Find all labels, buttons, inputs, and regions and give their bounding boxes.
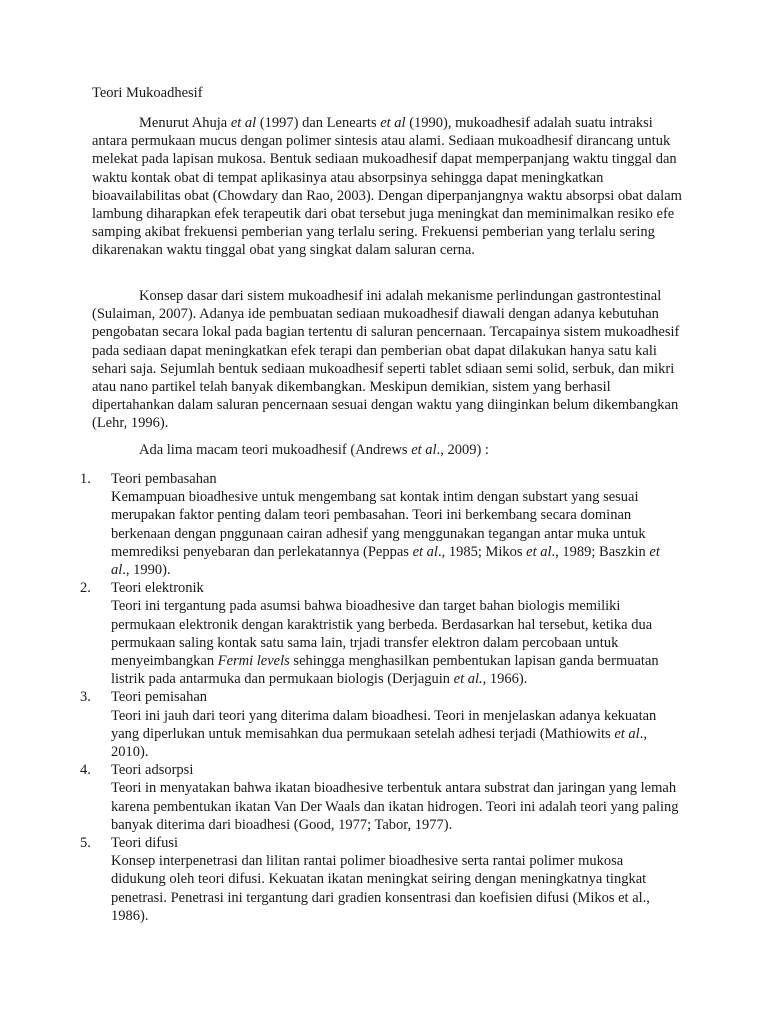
- paragraph-concept: Konsep dasar dari sistem mukoadhesif ini adalah mekanisme perlindungan gastrontestinal (Sulaiman, 2007). Adanya ide pembuatan sediaan mukoadhesif diawali dengan adanya kebutuhan pengobatan secara lokal pada bagian tertentu di saluran pencernaan. Tercapainya sistem mukoadhesif pada sediaan dapat meningkatkan efek terapi dan pemberian obat dapat dilakukan hanya satu kali sehari saja. Sejumlah bentuk sediaan mukoadhesif seperti tablet sdiaan semi solid, serbuk, dan mikri atau nano partikel telah banyak dikembangkan. Meskipun demikian, sistem yang berhasil dipertahankan dalam saluran pencernaan sesuai dengan waktu yang diinginkan belum dikembangkan (Lehr, 1996).: [92, 288, 680, 432]
- italic-text: Fermi levels: [217, 653, 290, 670]
- list-number: 4.: [80, 762, 91, 779]
- list-item: [80, 761, 680, 834]
- italic-text: et al: [111, 543, 660, 579]
- document-title: Teori Mukoadhesif: [92, 85, 203, 101]
- list-item-title: Teori pemisahan: [111, 689, 208, 706]
- list-item-body: Teori ini tergantung pada asumsi bahwa bioadhesive dan target bahan biologis memiliki permukaan elektronik dengan karaktristik yang berbeda. Berdasarkan hal tersebut, ketika dua permukaan saling kontak satu sama lain, trjadi transfer elektron dalam percobaan untuk menyeimbangkan Fermi levels sehingga menghasilkan pembentukan lapisan ganda bermuatan listrik pada antarmuka dan permukaan biologis (Derjaguin et al., 1966).: [111, 598, 659, 688]
- list-item: [80, 579, 680, 688]
- italic-text: et al: [411, 442, 437, 458]
- italic-text: et al.,: [453, 671, 487, 688]
- list-item: [80, 688, 680, 761]
- list-number: 2.: [80, 580, 91, 597]
- list-item: [80, 834, 680, 925]
- list-item: [80, 470, 680, 579]
- list-number: 3.: [80, 689, 91, 706]
- italic-text: et al: [230, 115, 257, 131]
- italic-text: et al: [526, 543, 552, 560]
- list-number: 5.: [80, 835, 91, 852]
- list-item-body: Teori in menyatakan bahwa ikatan bioadhesive terbentuk antara substrat dan jaringan yang lemah karena pembentukan ikatan Van Der Waals dan ikatan hidrogen. Teori ini adalah teori yang paling banyak diterima dari bioadhesi (Good, 1977; Tabor, 1977).: [111, 780, 679, 833]
- list-item-body: Teori ini jauh dari teori yang diterima dalam bioadhesi. Teori in menjelaskan adanya kekuatan yang diperlukan untuk memisahkan dua permukaan setelah adhesi terjadi (Mathiowits et al., 2010).: [111, 707, 657, 761]
- list-item-title: Teori pembasahan: [111, 471, 217, 487]
- theory-list: [80, 470, 680, 925]
- italic-text: et al: [614, 725, 640, 742]
- list-item-title: Teori elektronik: [111, 580, 204, 597]
- list-number: 1.: [80, 471, 91, 487]
- italic-text: et al: [412, 543, 438, 560]
- list-item-title: Teori adsorpsi: [111, 762, 194, 779]
- list-item-title: Teori difusi: [111, 835, 179, 852]
- paragraph-intro-theories: Ada lima macam teori mukoadhesif (Andrews et al., 2009) :: [139, 442, 489, 458]
- italic-text: et al: [380, 115, 406, 131]
- paragraph-definition: Menurut Ahuja et al (1997) dan Lenearts et al (1990), mukoadhesif adalah suatu intraksi antara permukaan mucus dengan polimer sintesis atau alami. Sediaan mukoadhesif dirancang untuk melekat pada lapisan mukosa. Bentuk sediaan mukoadhesif dapat memperpanjang waktu tinggal dan waktu kontak obat di tempat aplikasinya atau absorpsinya sehingga dapat meningkatkan bioavailabilitas obat (Chowdary dan Rao, 2003). Dengan diperpanjangnya waktu absorpsi obat dalam lambung diharapkan efek terapeutik dari obat tersebut juga meningkat dan meminimalkan resiko efe samping akibat frekuensi pemberian yang terlalu sering. Frekuensi pemberian yang terlalu sering dikarenakan waktu tinggal obat yang singkat dalam saluran cerna.: [92, 115, 682, 259]
- list-item-body: Kemampuan bioadhesive untuk mengembang sat kontak intim dengan substart yang sesuai merupakan faktor penting dalam teori pembasahan. Teori ini berkembang secara dominan berkenaan dengan pnggunaan cairan adhesif yang menggunakan tegangan antar muka untuk memrediksi penyebaran dan perlekatannya (Peppas et al., 1985; Mikos et al., 1989; Baszkin et al., 1990).: [111, 489, 660, 579]
- list-item-body: Konsep interpenetrasi dan lilitan rantai polimer bioadhesive serta rantai polimer mukosa didukung oleh teori difusi. Kekuatan ikatan meningkat seiring dengan meningkatnya tingkat penetrasi. Penetrasi ini tergantung dari gradien konsentrasi dan koefisien difusi (Mikos et al., 1986).: [111, 853, 650, 924]
